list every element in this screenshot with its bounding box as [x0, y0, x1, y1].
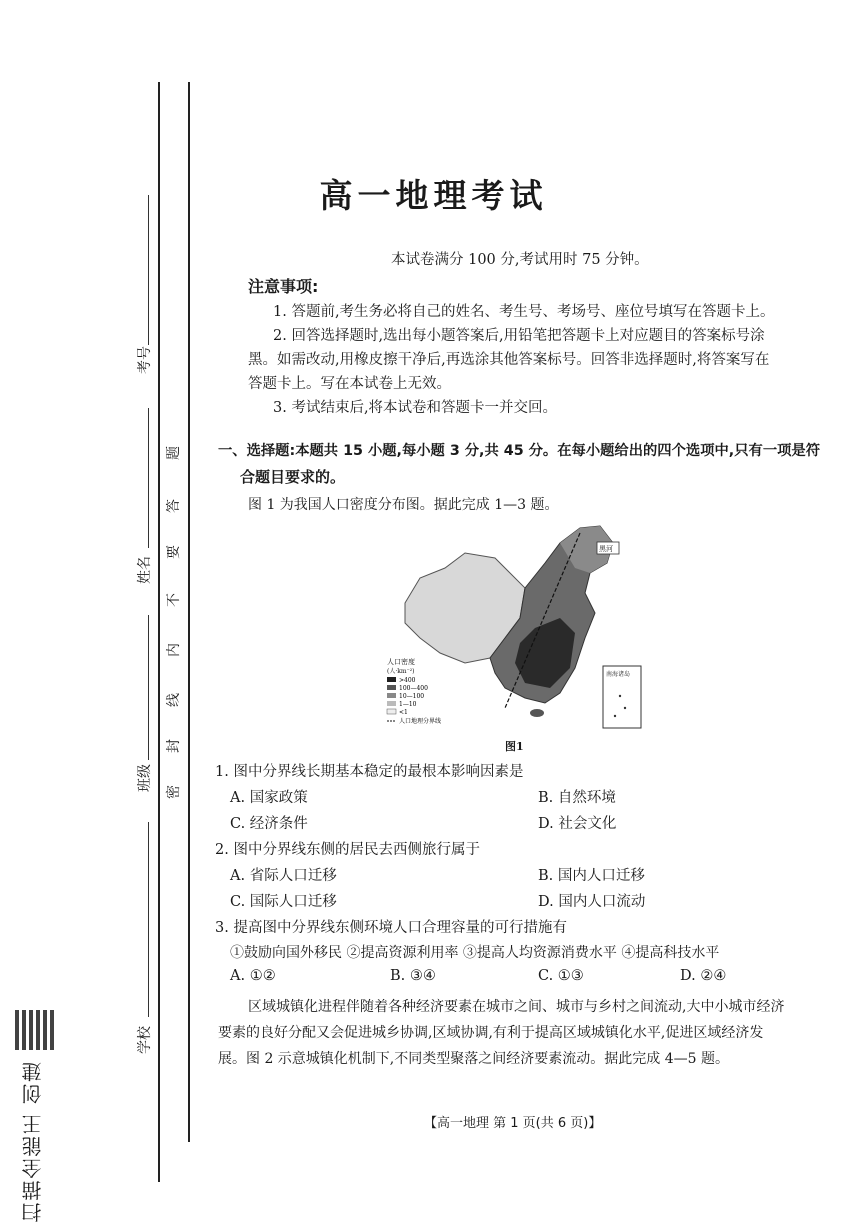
question-stem: 3. 提高图中分界线东侧环境人口合理容量的可行措施有 — [215, 920, 567, 936]
school-label: 学校 — [137, 1026, 153, 1054]
seal-char: 密 — [166, 785, 182, 799]
legend-item: 100—400 — [399, 685, 428, 692]
notice-line: 黑。如需改动,用橡皮擦干净后,再选涂其他答案标号。回答非选择题时,将答案写在 — [248, 352, 770, 368]
option-b: B. 自然环境 — [538, 790, 616, 806]
school-fill-line — [148, 822, 149, 1017]
legend-line-label: 人口地理分界线 — [399, 718, 442, 725]
seal-char: 封 — [166, 739, 182, 753]
option-a: A. 国家政策 — [230, 790, 308, 806]
figure1-caption: 图1 — [505, 740, 524, 753]
margin-line-inner — [188, 82, 190, 1142]
option-c: C. 经济条件 — [230, 816, 308, 832]
seal-char: 题 — [166, 446, 182, 460]
legend-item: >400 — [399, 677, 416, 684]
exam-no-label: 考号 — [137, 346, 153, 374]
legend-item: 1—10 — [399, 701, 417, 708]
notice-line: 1. 答题前,考生务必将自己的姓名、考生号、考场号、座位号填写在答题卡上。 — [273, 304, 775, 320]
section-heading-cont: 合题目要求的。 — [240, 468, 346, 486]
seal-char: 内 — [166, 643, 182, 657]
seal-char: 线 — [166, 693, 182, 707]
notice-line: 2. 回答选择题时,选出每小题答案后,用铅笔把答题卡上对应题目的答案标号涂 — [273, 328, 765, 344]
north-label: 黑河 — [599, 545, 613, 553]
legend-item: <1 — [399, 709, 408, 716]
name-fill-line — [148, 408, 149, 548]
name-label: 姓名 — [137, 556, 153, 584]
population-density-map — [385, 518, 645, 733]
seal-char: 要 — [166, 545, 182, 559]
legend-title: 人口密度 — [387, 658, 415, 666]
hainan-island — [530, 709, 544, 717]
option-b: B. 国内人口迁移 — [538, 868, 645, 884]
legend-unit: (人·km⁻²) — [387, 668, 415, 675]
option-c: C. 国际人口迁移 — [230, 894, 337, 910]
margin-line-outer — [158, 82, 160, 1182]
question-stem: 1. 图中分界线长期基本稳定的最根本影响因素是 — [215, 764, 524, 780]
exam-no-fill-line — [148, 195, 149, 345]
question-stem: 2. 图中分界线东侧的居民去西侧旅行属于 — [215, 842, 480, 858]
passage-line: 要素的良好分配又会促进城乡协调,区域协调,有利于提高区域城镇化水平,促进区域经济发 — [218, 1025, 764, 1041]
scanner-watermark: 扫描全能王 创建 — [21, 1060, 45, 1223]
qr-code-icon — [15, 1010, 55, 1050]
class-label: 班级 — [137, 764, 153, 792]
section-heading: 一、选择题:本题共 15 小题,每小题 3 分,共 45 分。在每小题给出的四个选项中,只有一项是符 — [218, 443, 821, 459]
option-d: D. ②④ — [680, 968, 727, 984]
option-b: B. ③④ — [390, 968, 436, 984]
seal-char: 不 — [166, 593, 182, 607]
passage-line: 区域城镇化进程伴随着各种经济要素在城市之间、城市与乡村之间流动,大中小城市经济 — [248, 999, 785, 1015]
exam-title: 高一地理考试 — [319, 176, 548, 215]
south-sea-inset-label: 南海诸岛 — [606, 671, 631, 678]
notice-line: 答题卡上。写在本试卷上无效。 — [248, 376, 451, 392]
class-fill-line — [148, 615, 149, 760]
option-a: A. 省际人口迁移 — [230, 868, 337, 884]
option-c: C. ①③ — [538, 968, 584, 984]
seal-char: 答 — [166, 499, 182, 513]
option-d: D. 国内人口流动 — [538, 894, 646, 910]
question-items: ①鼓励向国外移民 ②提高资源利用率 ③提高人均资源消费水平 ④提高科技水平 — [230, 945, 720, 961]
page-footer: 【高一地理 第 1 页(共 6 页)】 — [424, 1116, 602, 1131]
notice-line: 3. 考试结束后,将本试卷和答题卡一并交回。 — [273, 400, 558, 416]
legend-item: 10—100 — [399, 693, 425, 700]
notice-heading: 注意事项: — [248, 277, 319, 296]
option-a: A. ①② — [230, 968, 276, 984]
figure1-intro: 图 1 为我国人口密度分布图。据此完成 1—3 题。 — [248, 497, 559, 513]
exam-subtitle: 本试卷满分 100 分,考试用时 75 分钟。 — [391, 252, 649, 268]
option-d: D. 社会文化 — [538, 816, 617, 832]
passage-line: 展。图 2 示意城镇化机制下,不同类型聚落之间经济要素流动。据此完成 4—5 题。 — [218, 1051, 729, 1067]
